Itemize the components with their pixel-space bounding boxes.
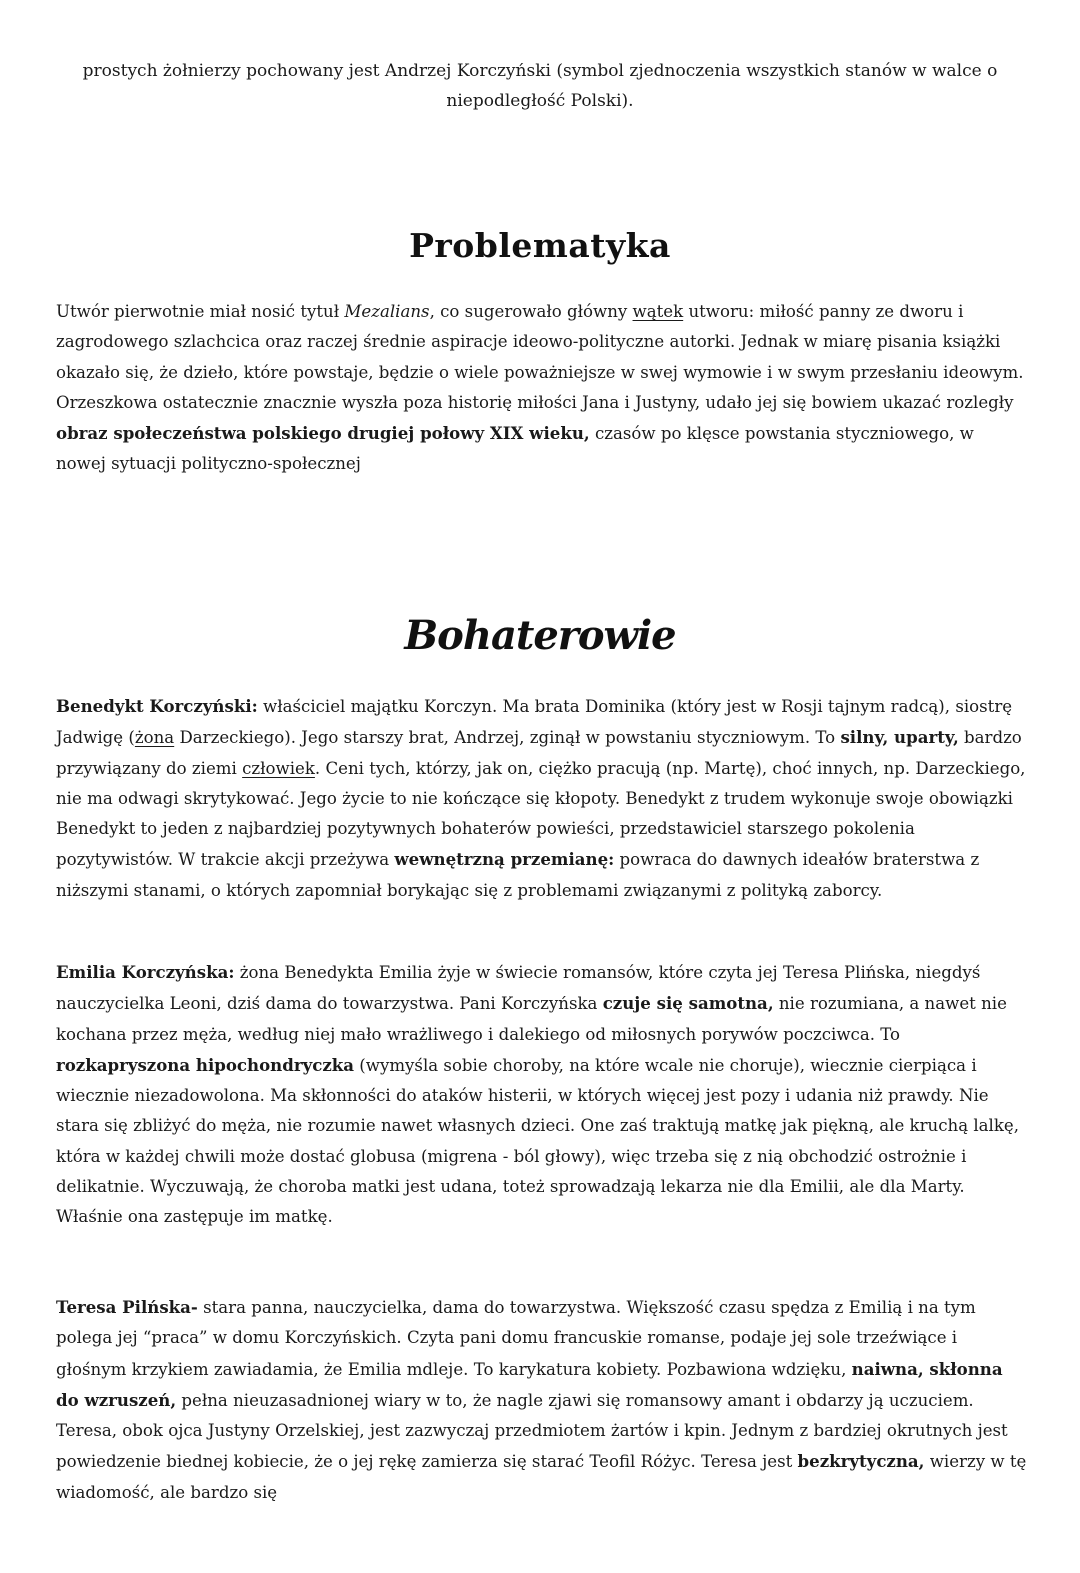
paragraph-teresa: Teresa Pilńska- stara panna, nauczycielka, dama do towarzystwa. Większość czasu spędza z Emilią i na tym polega jej “praca” w domu Korczyńskich. Czyta pani domu francuskie romanse, podaje jej sole trzeźwiące i głośnym krzykiem zawiadamia, że Emilia mdleje. To karykatura kobiety. Pozbawiona wdzięku, naiwna, skłonna do wzruszeń, pełna nieuzasadnionej wiary w to, że nagle zjawi się romansowy amant i obdarzy ją uczuciem. Teresa, obok ojca Justyny Orzelskiej, jest zazwyczaj przedmiotem żartów i kpin. Jednym z bardziej okrutnych jest powiedzenie biednej kobiecie, że o jej rękę zamierza się starać Teofil Różyc. Teresa jest bezkrytyczna, wierzy w tę wiadomość, ale bardzo się bbox=[56, 1297, 1027, 1502]
intro-line-2: niepodległość Polski). bbox=[446, 91, 634, 111]
name-benedykt: Benedykt Korczyński: bbox=[56, 696, 258, 716]
link-zona[interactable]: żona bbox=[134, 728, 175, 748]
heading-problematyka: Problematyka bbox=[409, 226, 671, 265]
heading-bohaterowie: Bohaterowie bbox=[404, 612, 676, 659]
problematyka-paragraph: Utwór pierwotnie miał nosić tytuł Mezalians, co sugerowało główny wątek utworu: miłość panny ze dworu i zagrodowego szlachcica oraz raczej średnie aspiracje ideowo-polityczne autorki. Jednak w miarę pisania książki okazało się, że dzieło, które powstaje, będzie o wiele poważniejsze w swej wymowie i w swym przesłaniu ideowym. Orzeszkowa ostatecznie znacznie wyszła poza historię miłości Jana i Justyny, udało jej się bowiem ukazać rozległy obraz społeczeństwa polskiego drugiej połowy XIX wieku, czasów po klęsce powstania styczniowego, w nowej sytuacji polityczno-społecznej bbox=[56, 302, 1024, 474]
intro-paragraph bbox=[56, 56, 1024, 116]
link-watek[interactable]: wątek bbox=[632, 302, 684, 321]
paragraph-benedykt: Benedykt Korczyński: właściciel majątku Korczyn. Ma brata Dominika (który jest w Rosji tajnym radcą), siostrę Jadwigę (żona Darzeckiego). Jego starszy brat, Andrzej, zginął w powstaniu styczniowym. To silny, uparty, bardzo przywiązany do ziemi człowiek. Ceni tych, którzy, jak on, ciężko pracują (np. Martę), choć innych, np. Darzeckiego, nie ma odwagi skrytykować. Jego życie to nie kończące się kłopoty. Benedykt z trudem wykonuje swoje obowiązki Benedykt to jeden z najbardziej pozytywnych bohaterów powieści, przedstawiciel starszego pokolenia pozytywistów. W trakcie akcji przeżywa wewnętrzną przemianę: powraca do dawnych ideałów braterstwa z niższymi stanami, o których zapomniał borykając się z problemami związanymi z polityką zaborcy. bbox=[56, 696, 1026, 900]
name-emilia: Emilia Korczyńska: bbox=[56, 962, 235, 982]
intro-line-1: prostych żołnierzy pochowany jest Andrzej Korczyński (symbol zjednoczenia wszystkich stanów w walce o bbox=[82, 61, 998, 81]
link-czlowiek[interactable]: człowiek bbox=[242, 758, 315, 778]
name-teresa: Teresa Pilńska- bbox=[56, 1297, 198, 1317]
paragraph-emilia: Emilia Korczyńska: żona Benedykta Emilia żyje w świecie romansów, które czyta jej Teresa Plińska, niegdyś nauczycielka Leoni, dziś dama do towarzystwa. Pani Korczyńska czuje się samotna, nie rozumiana, a nawet nie kochana przez męża, według niej mało wrażliwego i dalekiego od miłosnych porywów poczciwca. To rozkapryszona hipochondryczka (wymyśla sobie choroby, na które wcale nie choruje), wiecznie cierpiąca i wiecznie niezadowolona. Ma skłonności do ataków histerii, w których więcej jest pozy i udania niż prawdy. Nie stara się zbliżyć do męża, nie rozumie nawet własnych dzieci. One zaś traktują matkę jak piękną, ale kruchą lalkę, która w każdej chwili może dostać globusa (migrena - ból głowy), więc trzeba się z nią obchodzić ostrożnie i delikatnie. Wyczuwają, że choroba matki jest udana, toteż sprowadzają lekarza nie dla Emilii, ale dla Marty. Właśnie ona zastępuje im matkę. bbox=[56, 962, 1020, 1227]
title-mezalians: Mezalians bbox=[344, 302, 430, 321]
